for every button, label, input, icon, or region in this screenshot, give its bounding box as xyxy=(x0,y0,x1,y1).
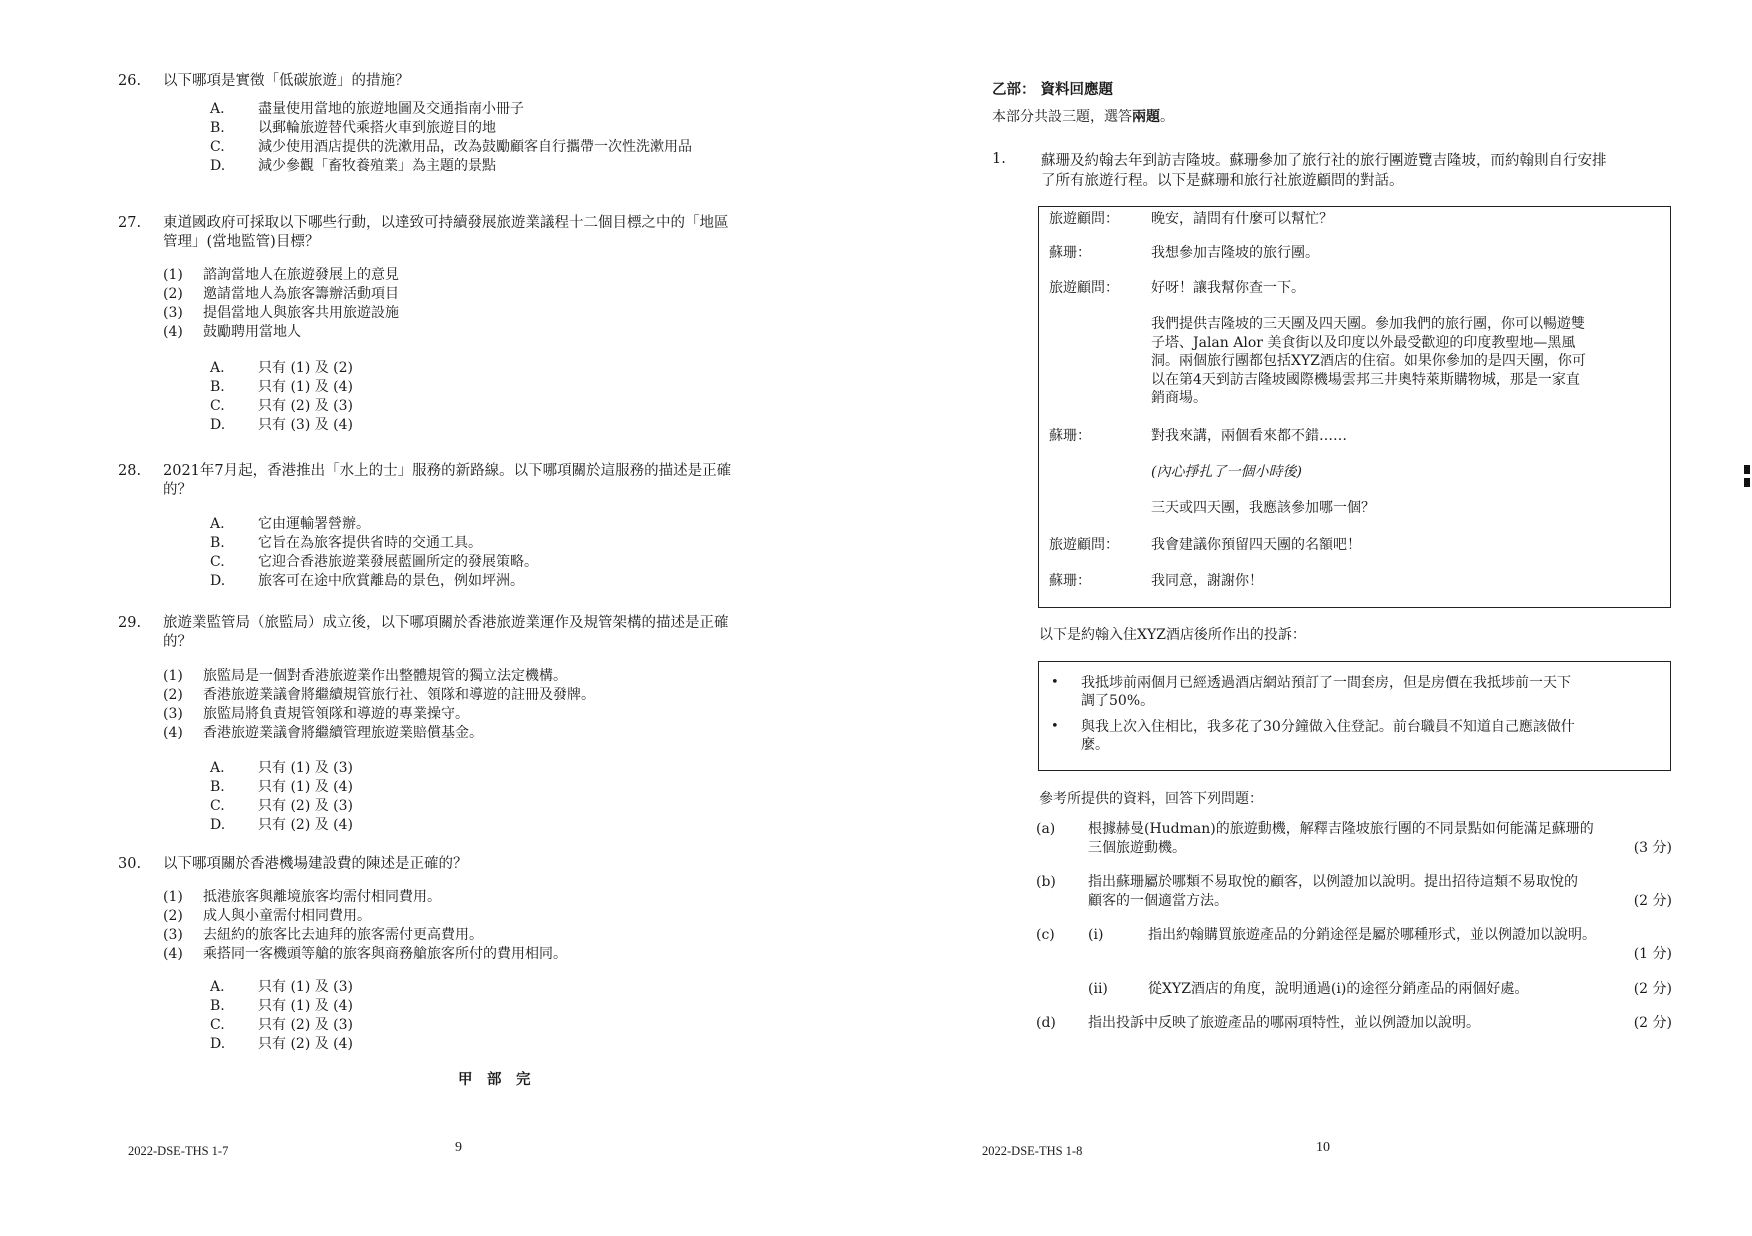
statement-3: (3) 提倡當地人與旅客共用旅遊設施 xyxy=(163,305,399,321)
question-number: 26. xyxy=(118,73,142,89)
part-c-i: (c) (i) 指出約翰購買旅遊產品的分銷途徑是屬於哪種形式，並以例證加以說明。 (1 分) xyxy=(1036,927,1672,962)
right-page xyxy=(876,0,1752,1236)
question-number: 28. xyxy=(118,463,142,479)
option-c: C. 減少使用酒店提供的洗漱用品，改為鼓勵顧客自行攜帶一次性洗漱用品 xyxy=(210,139,692,155)
part-a: (a) 根據赫曼(Hudman)的旅遊動機，解釋吉隆坡旅行團的不同景點如何能滿足蘇珊的 三個旅遊動機。 (3 分) xyxy=(1036,821,1672,856)
option-d: D. 只有 (2) 及 (4) xyxy=(210,1036,354,1052)
marks: (3 分) xyxy=(1633,840,1672,856)
statement-3: (3) 去紐約的旅客比去迪拜的旅客需付更高費用。 xyxy=(163,927,483,943)
marks: (1 分) xyxy=(1633,946,1672,962)
option-c: C. 只有 (2) 及 (3) xyxy=(210,1017,354,1033)
marks: (2 分) xyxy=(1633,1015,1672,1031)
option-a: A. 只有 (1) 及 (3) xyxy=(210,979,354,995)
statement-1: (1) 旅監局是一個對香港旅遊業作出整體規管的獨立法定機構。 xyxy=(163,668,567,684)
option-d: D. 只有 (2) 及 (4) xyxy=(210,817,354,833)
question-stem: 2021年7月起，香港推出「水上的士」服務的新路線。以下哪項關於這服務的描述是正確 的？ xyxy=(163,463,732,498)
option-d: D. 只有 (3) 及 (4) xyxy=(210,417,354,433)
section-instructions: 本部分共設三題，選答兩題。 xyxy=(992,109,1174,125)
option-c: C. 只有 (2) 及 (3) xyxy=(210,398,354,414)
part-d: (d) 指出投訴中反映了旅遊產品的哪兩項特性，並以例證加以說明。 (2 分) xyxy=(1036,1015,1672,1031)
footer-code: 2022-DSE-THS 1-8 xyxy=(982,1144,1083,1158)
question-stem: 以下哪項關於香港機場建設費的陳述是正確的？ xyxy=(163,856,468,872)
question-number: 29. xyxy=(118,615,142,631)
statement-4: (4) 香港旅遊業議會將繼續管理旅遊業賠償基金。 xyxy=(163,725,483,741)
statements xyxy=(163,667,723,743)
statements xyxy=(163,888,723,964)
statements xyxy=(163,266,683,342)
option-c: C. 只有 (2) 及 (3) xyxy=(210,798,354,814)
option-b: B. 只有 (1) 及 (4) xyxy=(210,379,354,395)
option-b: B. 以郵輪旅遊替代乘搭火車到旅遊目的地 xyxy=(210,120,496,136)
bullet-icon: • xyxy=(1051,675,1059,690)
statement-2: (2) 成人與小童需付相同費用。 xyxy=(163,908,371,924)
option-a: A. 只有 (1) 及 (3) xyxy=(210,760,354,776)
options xyxy=(210,359,730,435)
option-a: A. 盡量使用當地的旅遊地圖及交通指南小冊子 xyxy=(210,101,524,117)
question-stem: 蘇珊及約翰去年到訪吉隆坡。蘇珊參加了旅行社的旅行團遊覽吉隆坡，而約翰則自行安排 了所有旅遊行程。以下是蘇珊和旅行社旅遊顧問的對話。 xyxy=(1041,153,1607,189)
question-number: 30. xyxy=(118,856,142,872)
part-b: (b) 指出蘇珊屬於哪類不易取悅的顧客，以例證加以說明。提出招待這類不易取悅的 顧客的一個適當方法。 (2 分) xyxy=(1036,874,1672,909)
reference-instruction: 參考所提供的資料，回答下列問題： xyxy=(1039,791,1263,807)
question-stem: 以下哪項是實徵「低碳旅遊」的措施？ xyxy=(163,73,410,89)
statement-2: (2) 香港旅遊業議會將繼續規管旅行社、領隊和導遊的註冊及發牌。 xyxy=(163,687,595,703)
question-number: 27. xyxy=(118,215,142,231)
statement-4: (4) 鼓勵聘用當地人 xyxy=(163,324,301,340)
option-c: C. 它迎合香港旅遊業發展藍圖所定的發展策略。 xyxy=(210,554,538,570)
section-end-marker: 甲 部 完 xyxy=(458,1071,531,1088)
option-a: A. 它由運輸署營辦。 xyxy=(210,516,370,532)
complaint-intro: 以下是約翰入住XYZ酒店後所作出的投訴： xyxy=(1039,627,1306,643)
statement-3: (3) 旅監局將負責規管領隊和導遊的專業操守。 xyxy=(163,706,469,722)
page-number: 9 xyxy=(455,1140,462,1155)
statement-2: (2) 邀請當地人為旅客籌辦活動項目 xyxy=(163,286,399,302)
question-stem: 東道國政府可採取以下哪些行動，以達致可持續發展旅遊業議程十二個目標之中的「地區 管理」(當地監管)目標？ xyxy=(163,215,729,250)
scan-mark xyxy=(1744,478,1750,487)
option-b: B. 它旨在為旅客提供省時的交通工具。 xyxy=(210,535,482,551)
complaint-box: • 我抵埗前兩個月已經透過酒店網站預訂了一間套房，但是房價在我抵埗前一天下 調了50%。 • 與我上次入住相比，我多花了30分鐘做入住登記。前台職員不知道自己應該做什 麼。 xyxy=(1038,661,1671,771)
option-b: B. 只有 (1) 及 (4) xyxy=(210,779,354,795)
options xyxy=(210,759,730,835)
option-d: D. 減少參觀「畜牧養殖業」為主題的景點 xyxy=(210,158,496,174)
scan-mark xyxy=(1744,465,1750,474)
statement-1: (1) 諮詢當地人在旅遊發展上的意見 xyxy=(163,267,399,283)
statement-1: (1) 抵港旅客與離境旅客均需付相同費用。 xyxy=(163,889,441,905)
options xyxy=(210,515,730,591)
statement-4: (4) 乘搭同一客機頭等艙的旅客與商務艙旅客所付的費用相同。 xyxy=(163,946,567,962)
dialogue-box: 旅遊顧問： 晚安，請問有什麼可以幫忙？ 蘇珊： 我想參加吉隆坡的旅行團。 旅遊顧問： 好呀！讓我幫你查一下。 我們提供吉隆坡的三天團及四天團。參加我們的旅行團，你可以暢遊雙 子塔、Jalan Alor 美食街以及印度以外最受歡迎的印度教聖地—黑風 洞。兩個旅行團都包括XYZ酒店的住宿。如果你參加的是四天團，你可 以在第4天到訪吉隆坡國際機場雲邦三井奧特萊斯購物城，那是一家直 銷商場。 蘇珊： 對我來講，兩個看來都不錯…… (內心掙扎了一個小時後) 三天或四天團，我應該參加哪一個？ 旅遊顧問： 我會建議你預留四天團的名額吧！ 蘇珊： 我同意，謝謝你！ xyxy=(1038,206,1671,608)
question-number: 1. xyxy=(992,151,1006,167)
bullet-icon: • xyxy=(1051,719,1059,734)
options xyxy=(210,100,730,176)
question-stem: 旅遊業監管局（旅監局）成立後，以下哪項關於香港旅遊業運作及規管架構的描述是正確 的？ xyxy=(163,615,729,650)
option-a: A. 只有 (1) 及 (2) xyxy=(210,360,354,376)
marks: (2 分) xyxy=(1633,981,1672,997)
section-heading: 乙部： 資料回應題 xyxy=(992,81,1114,98)
options xyxy=(210,978,730,1054)
page-number: 10 xyxy=(1316,1140,1330,1155)
footer-code: 2022-DSE-THS 1-7 xyxy=(128,1144,229,1158)
marks: (2 分) xyxy=(1633,893,1672,909)
option-d: D. 旅客可在途中欣賞離島的景色，例如坪洲。 xyxy=(210,573,524,589)
part-c-ii: (ii) 從XYZ酒店的角度，說明通過(i)的途徑分銷產品的兩個好處。 (2 分) xyxy=(1088,981,1672,997)
option-b: B. 只有 (1) 及 (4) xyxy=(210,998,354,1014)
